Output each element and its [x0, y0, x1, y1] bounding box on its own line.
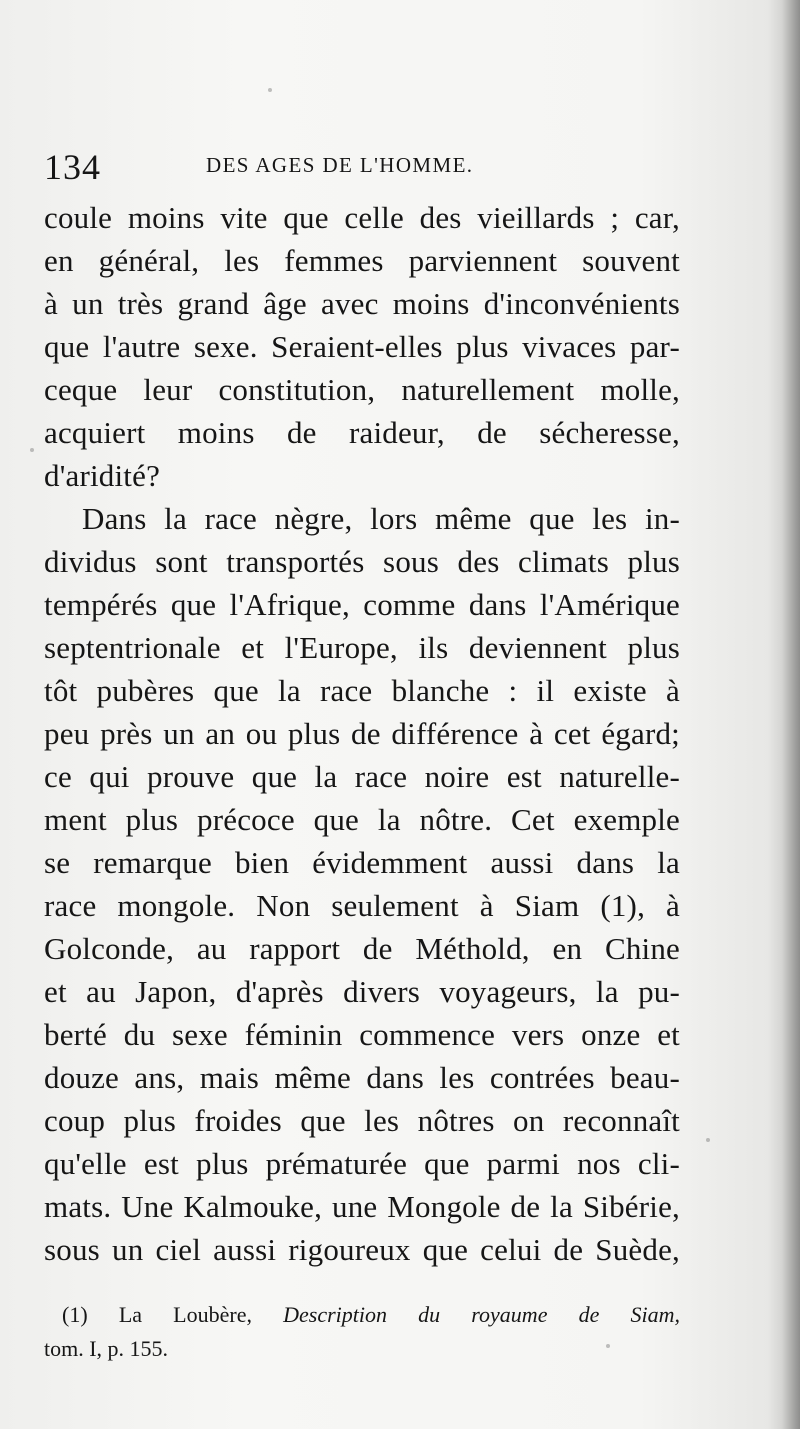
text-line: et au Japon, d'après divers voyageurs, la pu-	[44, 974, 680, 1009]
text-line: mats. Une Kalmouke, une Mongole de la Sibérie,	[44, 1189, 680, 1224]
text-line: à un très grand âge avec moins d'inconvénients	[44, 286, 680, 321]
text-line: coup plus froides que les nôtres on reconnaît	[44, 1103, 680, 1138]
page-edge-shadow	[782, 0, 800, 1429]
text-line: Golconde, au rapport de Méthold, en Chine	[44, 931, 680, 966]
text-line: ceque leur constitution, naturellement molle,	[44, 372, 680, 407]
paper-speck	[706, 1138, 710, 1142]
footnote-reference: tom. I, p. 155.	[44, 1336, 169, 1361]
text-line: tempérés que l'Afrique, comme dans l'Amérique	[44, 587, 680, 622]
footnote-marker: (1)	[62, 1302, 88, 1327]
text-line: tôt pubères que la race blanche : il existe à	[44, 673, 680, 708]
text-line: douze ans, mais même dans les contrées beau-	[44, 1060, 680, 1095]
text-line: race mongole. Non seulement à Siam (1), à	[44, 888, 680, 923]
text-line: se remarque bien évidemment aussi dans la	[44, 845, 680, 880]
text-line: qu'elle est plus prématurée que parmi nos cli-	[44, 1146, 680, 1181]
page-number: 134	[44, 147, 101, 187]
paper-speck	[268, 88, 272, 92]
footnote-title: Description du royaume de Siam,	[283, 1302, 681, 1327]
footnote-line	[44, 1298, 680, 1332]
text-line: ment plus précoce que la nôtre. Cet exemple	[44, 802, 680, 837]
paper-speck	[30, 448, 34, 452]
page-header	[44, 142, 684, 192]
text-line: acquiert moins de raideur, de sécheresse,	[44, 415, 680, 450]
text-line: en général, les femmes parviennent souvent	[44, 243, 680, 278]
text-line: coule moins vite que celle des vieillards ; car,	[44, 200, 680, 235]
footnote-author: La Loubère,	[118, 1302, 252, 1327]
text-line: que l'autre sexe. Seraient-elles plus vivaces par-	[44, 329, 680, 364]
paper-speck	[606, 1344, 610, 1348]
text-line: peu près un an ou plus de différence à cet égard;	[44, 716, 680, 751]
text-line: berté du sexe féminin commence vers onze et	[44, 1017, 680, 1052]
body-text	[44, 196, 680, 1271]
text-line: d'aridité?	[44, 458, 161, 493]
text-line: ce qui prouve que la race noire est naturelle-	[44, 759, 680, 794]
footnote	[44, 1298, 680, 1366]
text-line: dividus sont transportés sous des climats plus	[44, 544, 680, 579]
text-line: septentrionale et l'Europe, ils deviennent plus	[44, 630, 680, 665]
paragraph-first-line: Dans la race nègre, lors même que les in-	[82, 501, 680, 536]
running-head: DES AGES DE L'HOMME.	[206, 153, 474, 177]
text-line: sous un ciel aussi rigoureux que celui de Suède,	[44, 1232, 680, 1267]
